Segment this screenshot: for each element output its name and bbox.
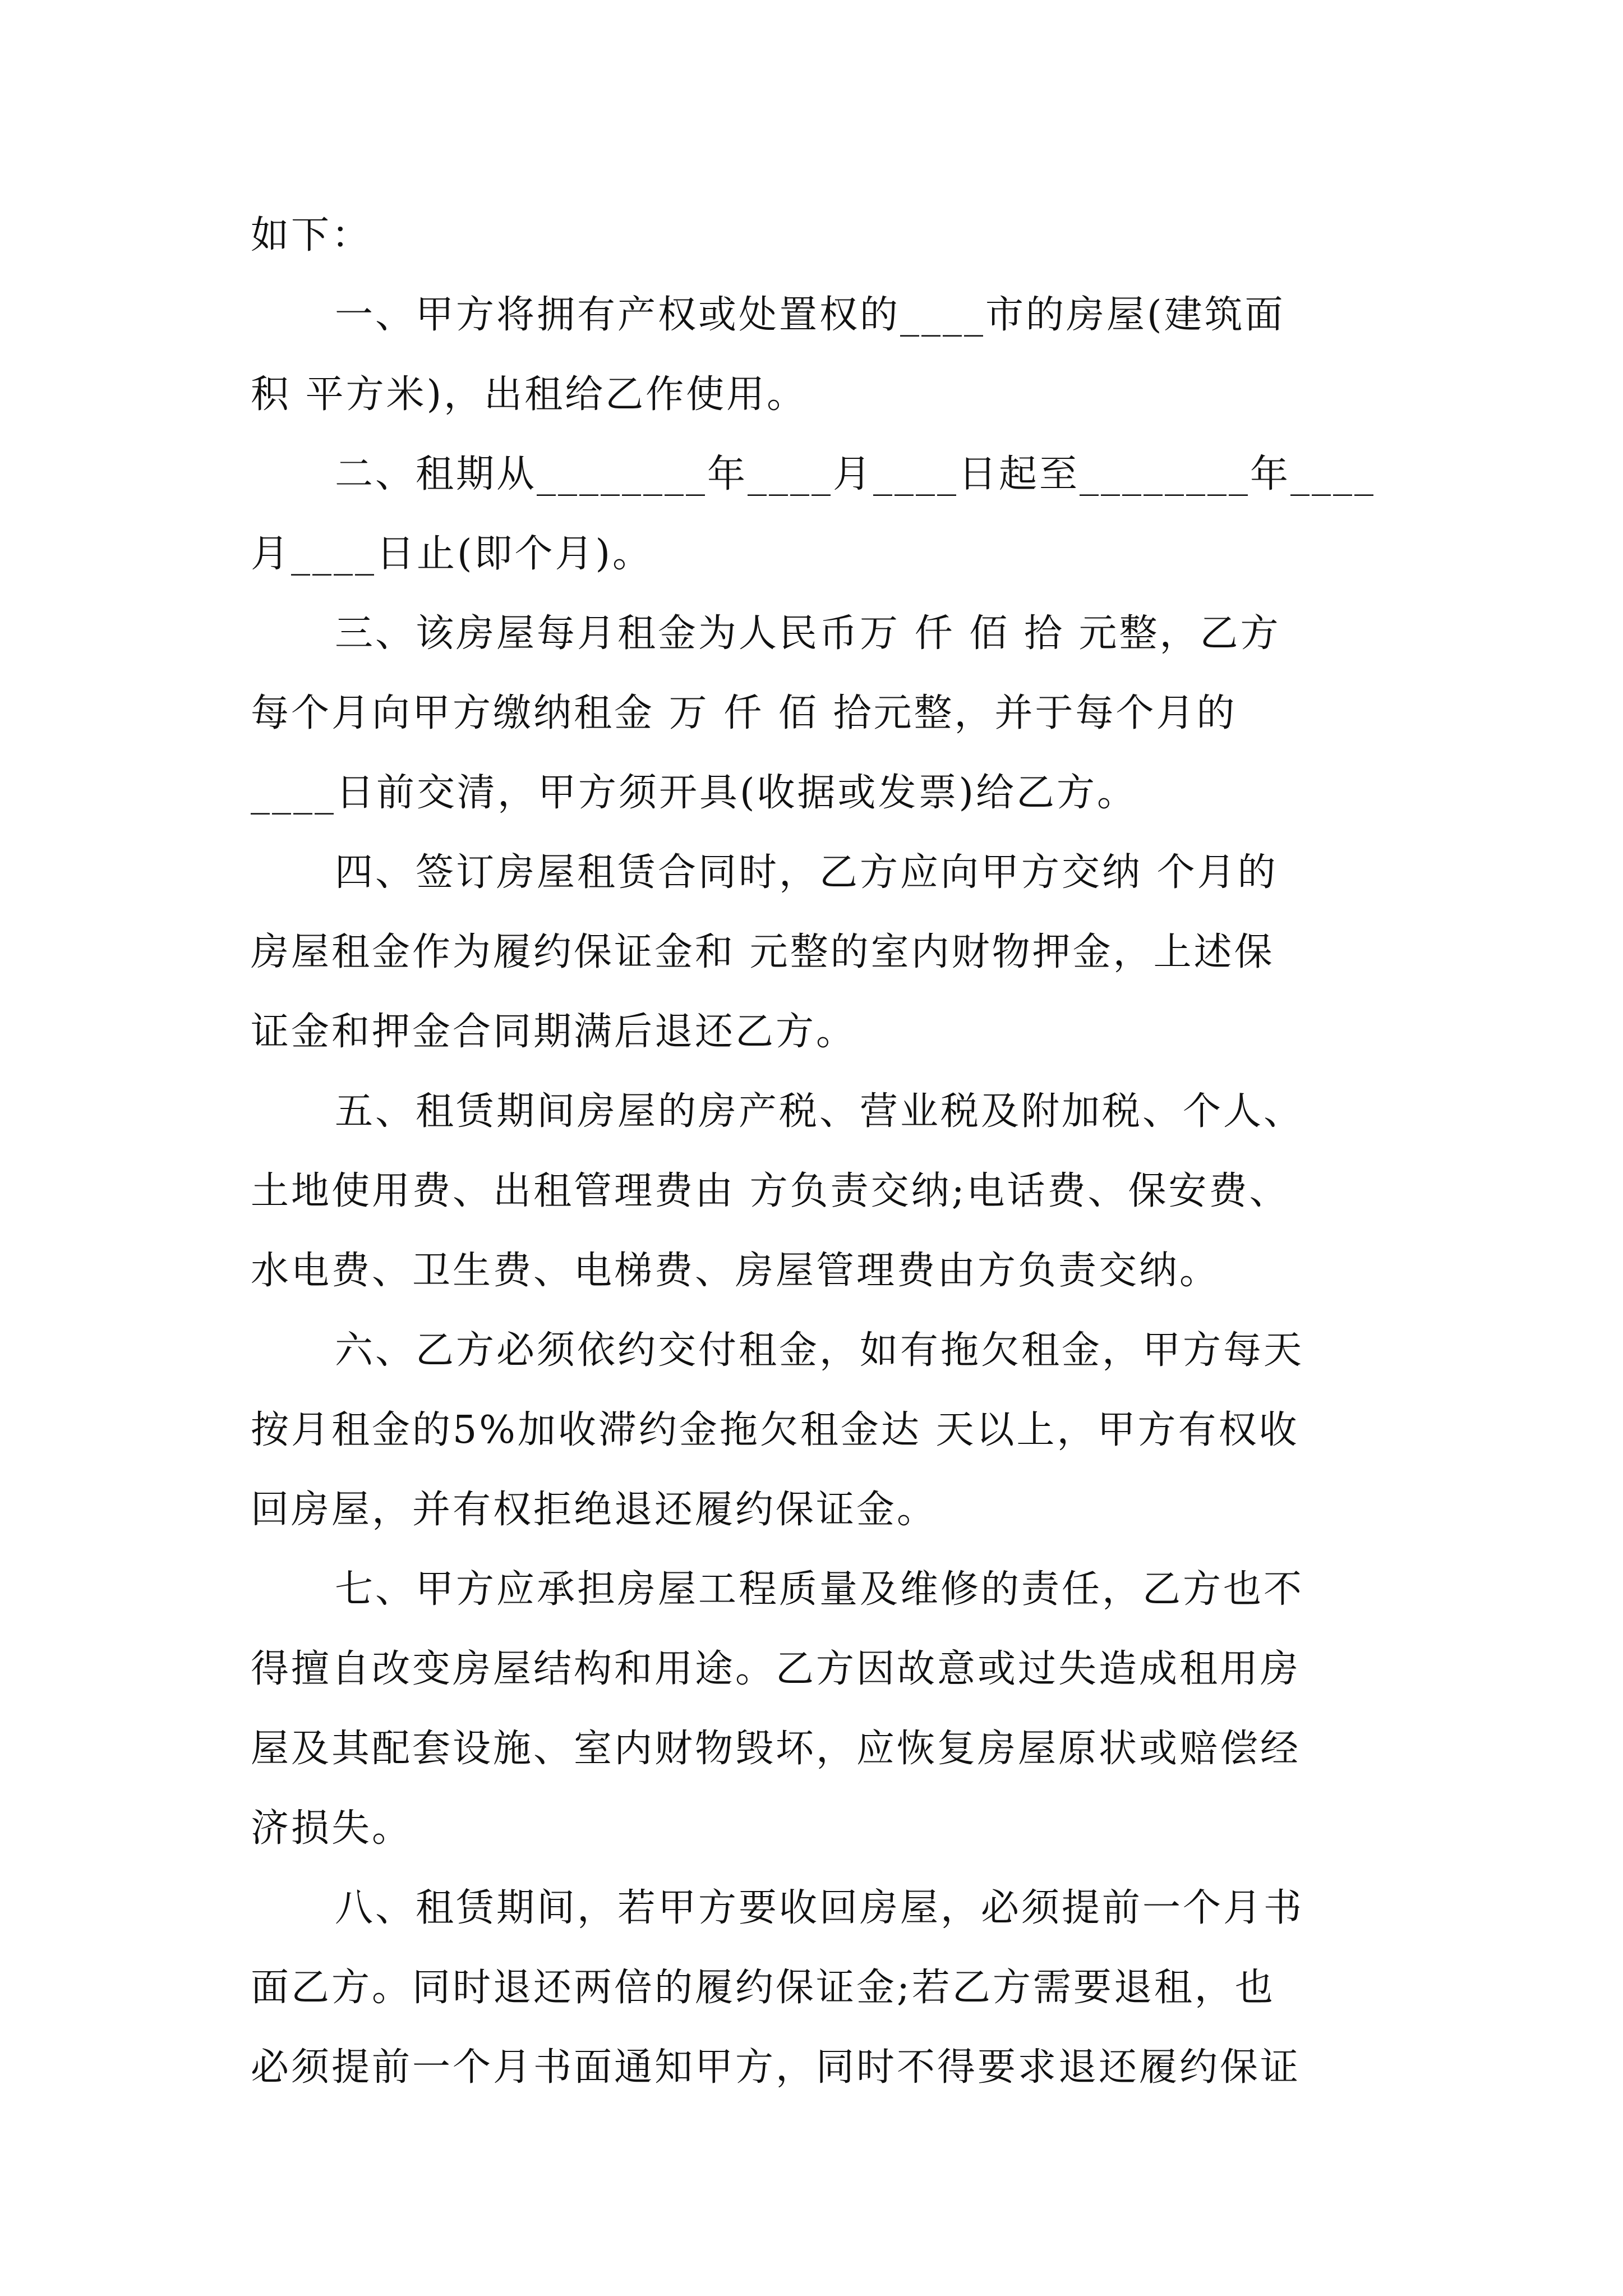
text-line: 月____日止(即个月)。 [251, 532, 653, 576]
text-line: 证金和押金合同期满后退还乙方。 [251, 1010, 857, 1054]
text-line: 如下： [251, 213, 372, 257]
clause-3-line: 三、该房屋每月租金为人民币万 仟 佰 拾 元整，乙方 [335, 611, 1281, 656]
text-line: 屋及其配套设施、室内财物毁坏，应恢复房屋原状或赔偿经 [251, 1727, 1301, 1771]
text-line: 面乙方。同时退还两倍的履约保证金;若乙方需要退租，也 [251, 1966, 1275, 2010]
text-line: 济损失。 [251, 1806, 413, 1851]
text-line: ____日前交清，甲方须开具(收据或发票)给乙方。 [251, 771, 1138, 815]
text-line: 积 平方米)，出租给乙作使用。 [251, 372, 808, 417]
text-line: 每个月向甲方缴纳租金 万 仟 佰 拾元整，并于每个月的 [251, 691, 1237, 735]
text-line: 水电费、卫生费、电梯费、房屋管理费由方负责交纳。 [251, 1249, 1220, 1293]
clause-2-line: 二、租期从________年____月____日起至________年____ [335, 452, 1376, 496]
text-line: 土地使用费、出租管理费由 方负责交纳;电话费、保安费、 [251, 1169, 1290, 1213]
clause-4-line: 四、签订房屋租赁合同时，乙方应向甲方交纳 个月的 [335, 850, 1278, 895]
clause-6-line: 六、乙方必须依约交付租金，如有拖欠租金，甲方每天 [335, 1328, 1304, 1373]
clause-7-line: 七、甲方应承担房屋工程质量及维修的责任，乙方也不 [335, 1567, 1304, 1612]
text-line: 回房屋，并有权拒绝退还履约保证金。 [251, 1488, 938, 1532]
clause-5-line: 五、租赁期间房屋的房产税、营业税及附加税、个人、 [335, 1089, 1304, 1134]
clause-1-line: 一、甲方将拥有产权或处置权的____市的房屋(建筑面 [335, 293, 1285, 337]
text-line: 按月租金的5%加收滞约金拖欠租金达 天以上，甲方有权收 [251, 1408, 1299, 1452]
clause-8-line: 八、租赁期间，若甲方要收回房屋，必须提前一个月书 [335, 1886, 1304, 1930]
text-line: 得擅自改变房屋结构和用途。乙方因故意或过失造成租用房 [251, 1647, 1301, 1691]
text-line: 房屋租金作为履约保证金和 元整的室内财物押金，上述保 [251, 930, 1275, 974]
text-line: 必须提前一个月书面通知甲方，同时不得要求退还履约保证 [251, 2045, 1301, 2090]
